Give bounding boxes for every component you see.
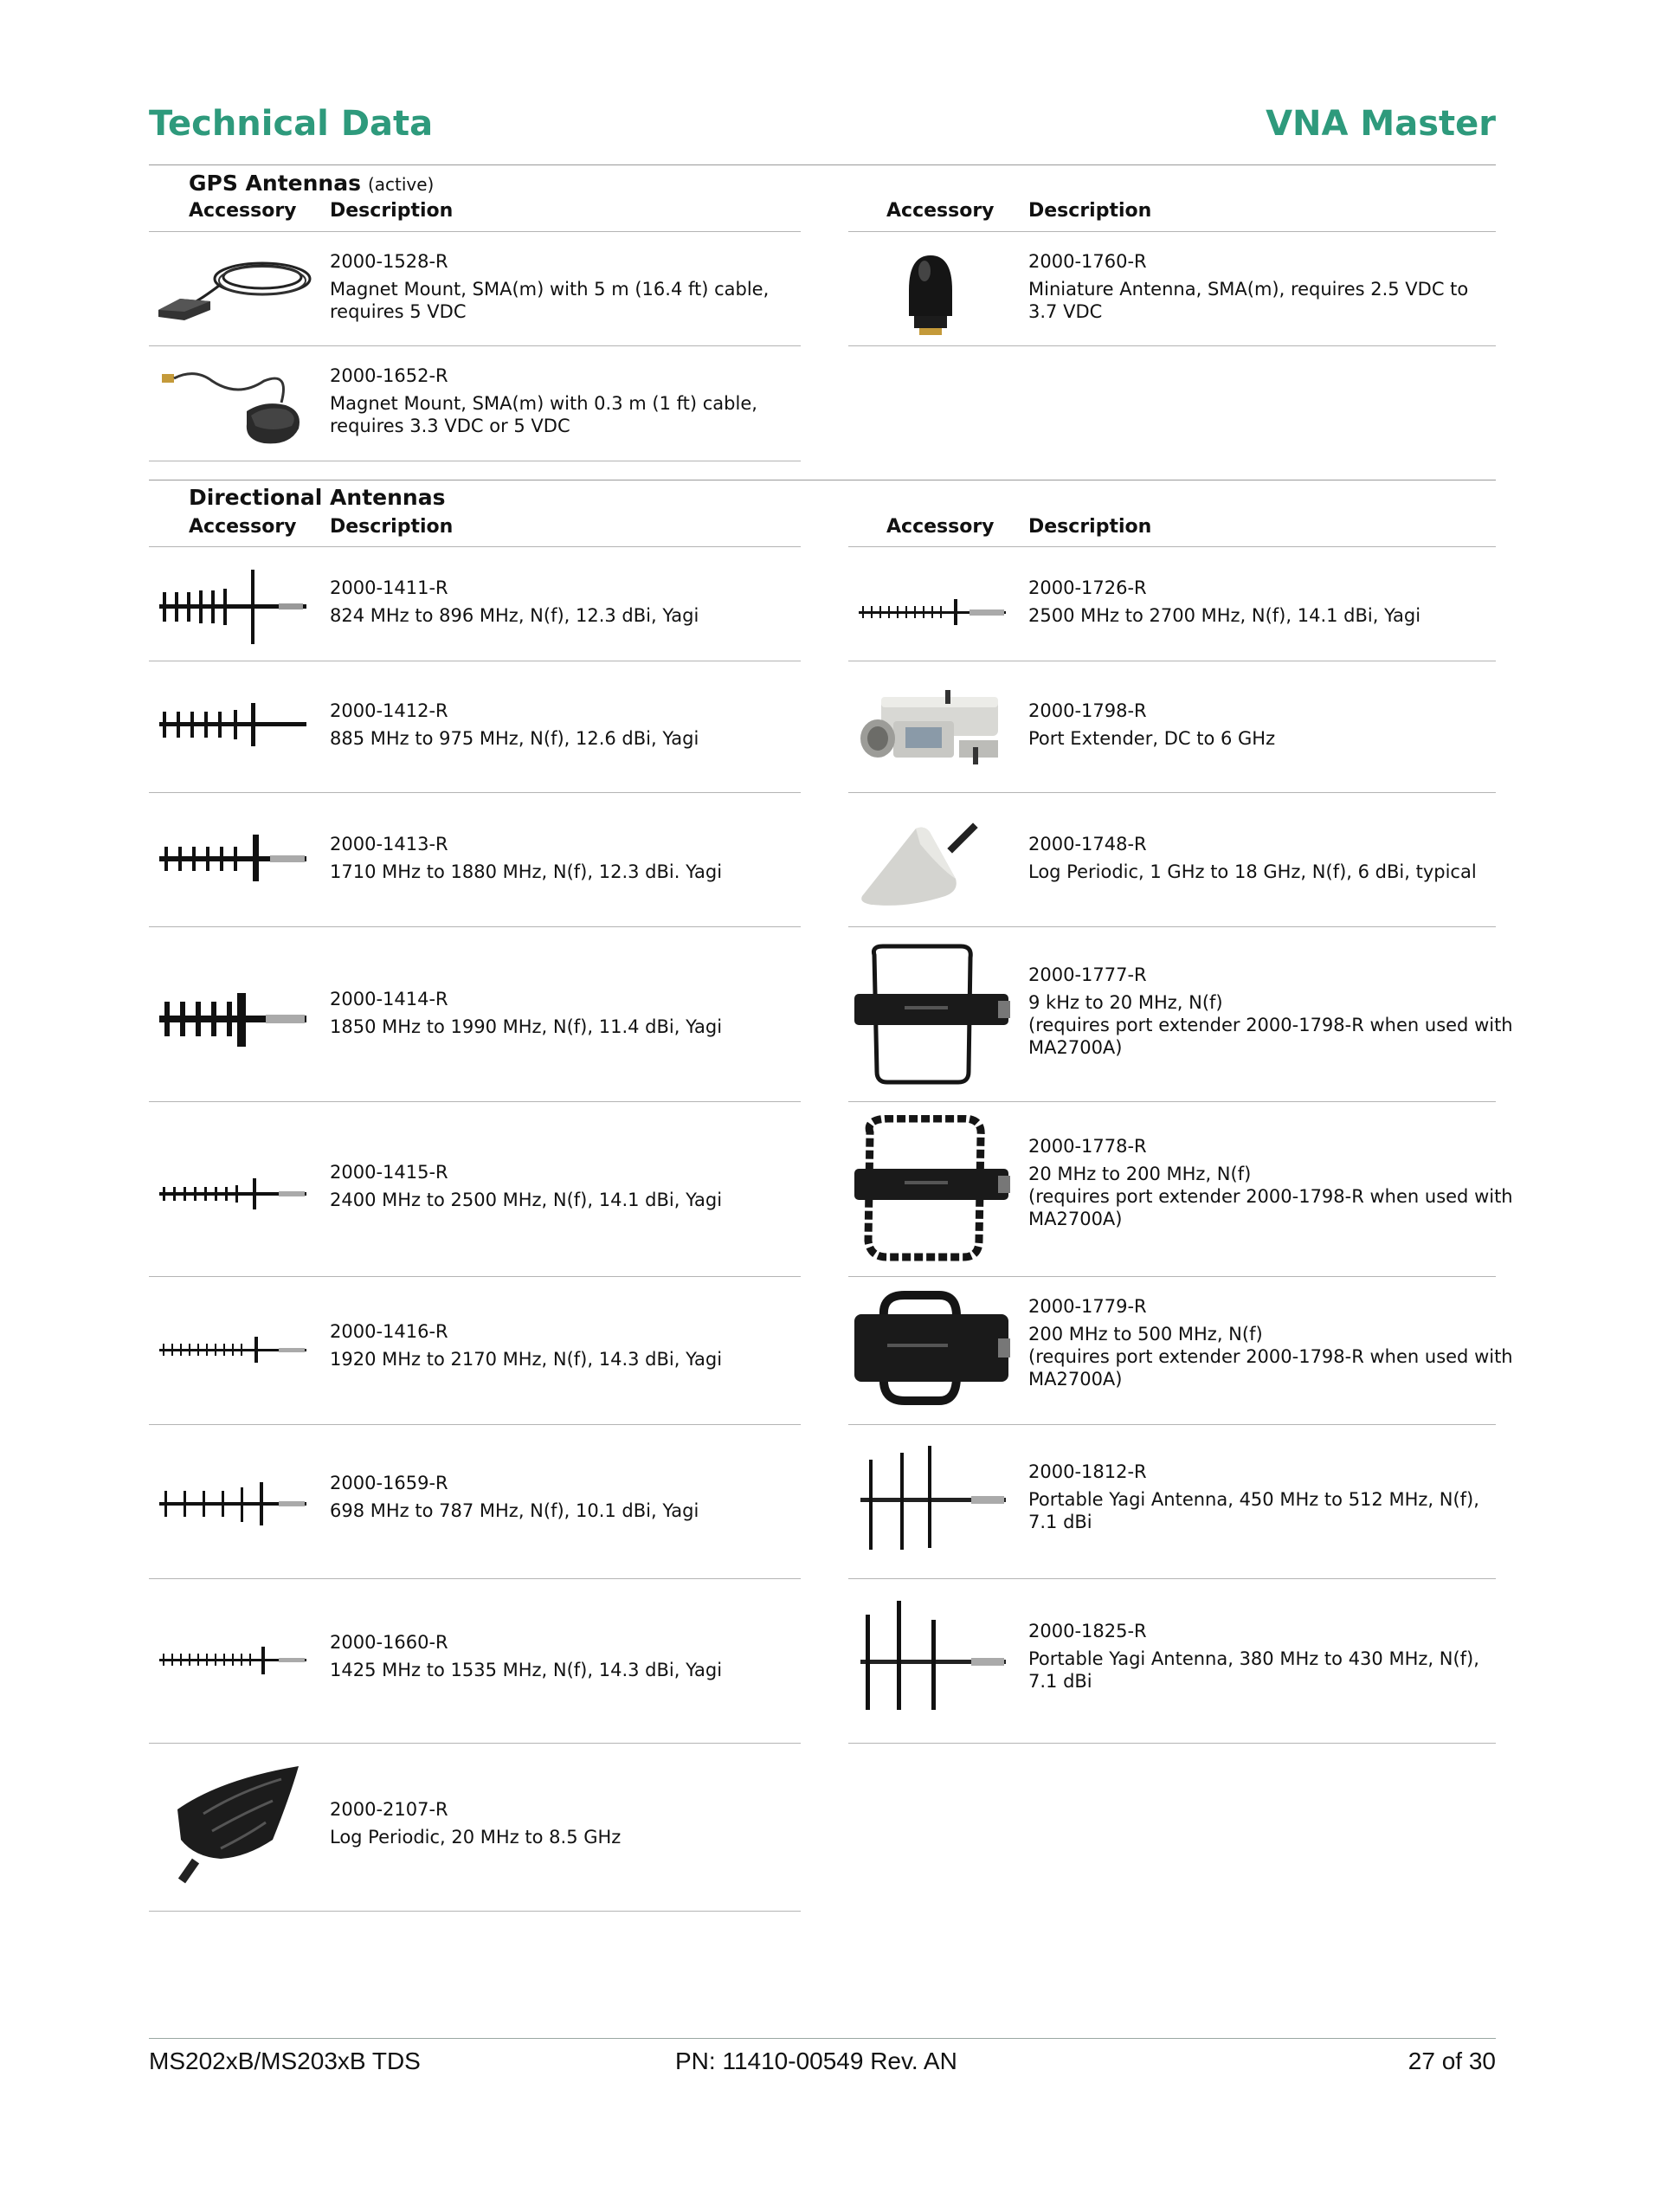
dir-left-rule-9 [149,1911,801,1912]
gps-section-title: GPS Antennas (active) [189,171,435,196]
dir-left-rule-5 [149,1276,801,1277]
dir-header-rule-left [149,546,801,547]
dir-right-item-3: 2000-1748-R Log Periodic, 1 GHz to 18 GHz, N(f), 6 dBi, typical [1028,834,1477,882]
footer-part-number: PN: 11410-00549 Rev. AN [675,2048,957,2074]
port-extender-icon [855,680,1011,775]
gps-cable-antenna-icon [154,251,319,329]
dir-left-item-4: 2000-1414-R 1850 MHz to 1990 MHz, N(f), 11.4 dBi, Yagi [330,989,723,1037]
dir-right-item-5: 2000-1778-R 20 MHz to 200 MHz, N(f) (requires port extender 2000-1798-R when used with MA2700A) [1028,1136,1513,1229]
dir-right-rule-8 [848,1743,1496,1744]
dir-left-item-2: 2000-1412-R 885 MHz to 975 MHz, N(f), 12.6 dBi, Yagi [330,700,699,749]
gps-item-3: 2000-1652-R Magnet Mount, SMA(m) with 0.3 m (1 ft) cable, requires 3.3 VDC or 5 VDC [330,365,757,436]
dir-header-rule-right [848,546,1496,547]
gps-puck-antenna-icon [160,364,316,450]
gps-col-accessory-right: Accessory [886,200,995,222]
log-periodic-antenna-icon [855,818,1011,913]
yagi-antenna-icon [158,833,313,885]
dir-left-item-9: 2000-2107-R Log Periodic, 20 MHz to 8.5 GHz [330,1799,622,1848]
yagi-antenna-icon [158,990,313,1050]
yagi-antenna-icon [158,1479,313,1531]
dir-col-accessory-left: Accessory [189,516,297,538]
dir-col-accessory-right: Accessory [886,516,995,538]
gps-header-rule-right [848,231,1496,232]
dir-right-item-4: 2000-1777-R 9 kHz to 20 MHz, N(f) (requires port extender 2000-1798-R when used with MA2700A) [1028,964,1513,1058]
gps-row-rule-right-1 [848,345,1496,346]
yagi-antenna-icon [158,1173,313,1216]
yagi-antenna-icon [158,1643,313,1678]
footer-page-number: 27 of 30 [1408,2048,1496,2074]
gps-col-accessory-left: Accessory [189,200,297,222]
page-title: Technical Data [149,104,434,144]
dir-right-item-2: 2000-1798-R Port Extender, DC to 6 GHz [1028,700,1276,749]
dir-left-rule-8 [149,1743,801,1744]
loop-antenna-icon [853,942,1013,1089]
gps-col-description-right: Description [1028,200,1152,222]
yagi-antenna-icon [158,568,313,646]
dir-right-rule-6 [848,1424,1496,1425]
dir-right-rule-5 [848,1276,1496,1277]
dir-col-description-right: Description [1028,516,1152,538]
dir-left-rule-7 [149,1578,801,1579]
dir-left-item-1: 2000-1411-R 824 MHz to 896 MHz, N(f), 12.3 dBi, Yagi [330,577,699,626]
dir-right-rule-4 [848,1101,1496,1102]
dir-right-item-1: 2000-1726-R 2500 MHz to 2700 MHz, N(f), 14.1 dBi, Yagi [1028,577,1421,626]
dir-right-rule-3 [848,926,1496,927]
yagi-antenna-icon [158,1333,313,1368]
header-divider [149,164,1496,165]
dir-left-rule-3 [149,926,801,927]
dir-col-description-left: Description [330,516,454,538]
product-title: VNA Master [1266,104,1496,144]
dir-left-rule-6 [149,1424,801,1425]
footer-divider [149,2038,1496,2039]
dir-left-rule-2 [149,792,801,793]
gps-header-rule-left [149,231,801,232]
dir-right-item-6: 2000-1779-R 200 MHz to 500 MHz, N(f) (requires port extender 2000-1798-R when used with MA2700A) [1028,1296,1513,1390]
gps-item-1: 2000-1528-R Magnet Mount, SMA(m) with 5 m (16.4 ft) cable, requires 5 VDC [330,251,770,322]
dir-left-item-7: 2000-1659-R 698 MHz to 787 MHz, N(f), 10.1 dBi, Yagi [330,1473,699,1521]
yagi-antenna-icon [857,596,1013,630]
gps-col-description-left: Description [330,200,454,222]
dir-right-rule-7 [848,1578,1496,1579]
gps-row-rule-left-1 [149,345,801,346]
loop-antenna-icon [853,1115,1013,1262]
dir-left-item-3: 2000-1413-R 1710 MHz to 1880 MHz, N(f), 12.3 dBi. Yagi [330,834,723,882]
portable-yagi-antenna-icon [859,1444,1015,1552]
dir-right-item-8: 2000-1825-R Portable Yagi Antenna, 380 MHz to 430 MHz, N(f), 7.1 dBi [1028,1621,1479,1692]
footer-doc-title: MS202xB/MS203xB TDS [149,2048,421,2074]
dir-left-item-8: 2000-1660-R 1425 MHz to 1535 MHz, N(f), 14.3 dBi, Yagi [330,1632,723,1680]
directional-section-title: Directional Antennas [189,485,446,510]
portable-yagi-antenna-icon [859,1597,1015,1714]
yagi-antenna-icon [158,700,313,751]
log-periodic-antenna-icon [169,1762,307,1892]
dir-left-item-5: 2000-1415-R 2400 MHz to 2500 MHz, N(f), 14.1 dBi, Yagi [330,1162,723,1210]
gps-item-2: 2000-1760-R Miniature Antenna, SMA(m), requires 2.5 VDC to 3.7 VDC [1028,251,1469,322]
dir-left-item-6: 2000-1416-R 1920 MHz to 2170 MHz, N(f), 14.3 dBi, Yagi [330,1321,723,1370]
dir-right-item-7: 2000-1812-R Portable Yagi Antenna, 450 MHz to 512 MHz, N(f), 7.1 dBi [1028,1461,1479,1532]
dir-right-rule-2 [848,792,1496,793]
loop-antenna-icon [853,1290,1013,1411]
dir-left-rule-4 [149,1101,801,1102]
mini-dome-antenna-icon [900,247,961,342]
